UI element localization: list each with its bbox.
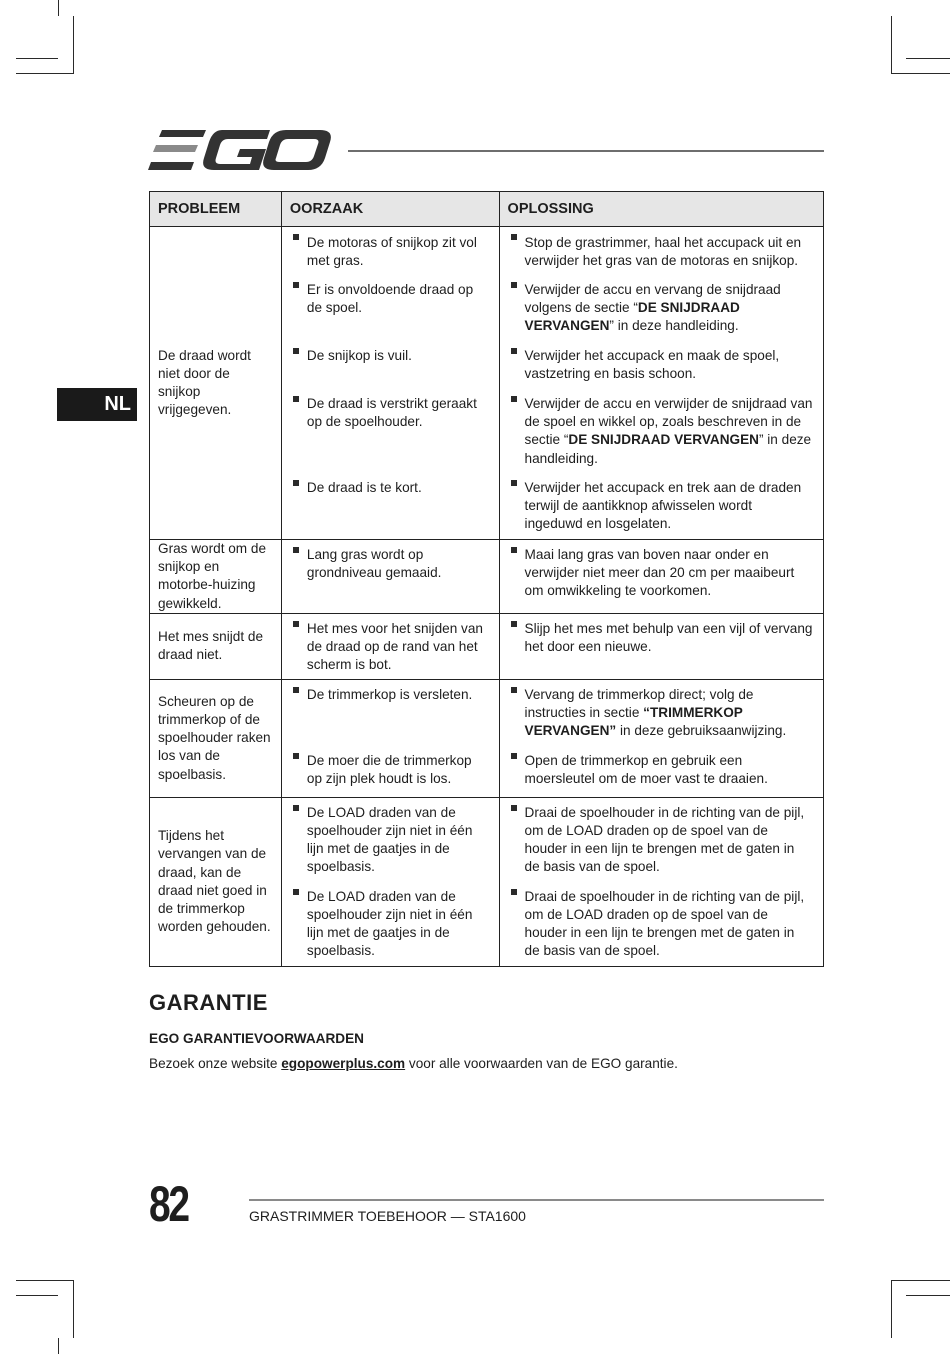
crop-mark	[73, 1280, 74, 1338]
problem-cell: Het mes snijdt de draad niet.	[150, 613, 282, 679]
solution-cell	[499, 540, 823, 614]
crop-mark	[73, 16, 74, 74]
footer-title: GRASTRIMMER TOEBEHOOR — STA1600	[249, 1208, 526, 1224]
cause-item: De LOAD draden van de spoelhouder zijn niet in één lijn met de gaatjes in de spoelbasis.	[282, 798, 499, 882]
cause-item: Er is onvoldoende draad op de spoel.	[282, 275, 499, 341]
crop-mark	[16, 73, 74, 74]
solution-item: Draai de spoelhouder in de richting van de pijl, om de LOAD draden op de spoel van de houder in een lijn te brengen met de gaten in de basis van de spoel.	[500, 798, 823, 882]
section-reference: “TRIMMERKOP VERVANGEN”	[524, 705, 743, 739]
section-reference: DE SNIJDRAAD VERVANGEN	[524, 300, 740, 334]
problem-cell: Scheuren op de trimmerkop of de spoelhouder raken los van de spoelbasis.	[150, 679, 282, 797]
table-row	[150, 679, 824, 797]
solution-text: Vervang de trimmerkop direct; volg de instructies in sectie	[524, 686, 754, 721]
cause-cell	[281, 797, 499, 966]
solution-cell	[499, 227, 823, 540]
crop-mark	[16, 1295, 58, 1296]
cause-item: Lang gras wordt op grondniveau gemaaid.	[282, 540, 499, 582]
table-row	[150, 797, 824, 966]
footer-rule	[249, 1199, 824, 1201]
solution-item	[500, 275, 823, 341]
problem-cell: Gras wordt om de snijkop en motorbe-huizing gewikkeld.	[150, 540, 282, 614]
cause-cell	[281, 227, 499, 540]
solution-item: Open de trimmerkop en gebruik een moersleutel om de moer vast te draaien.	[500, 746, 823, 788]
solution-item: Verwijder het accupack en maak de spoel, vastzetring en basis schoon.	[500, 341, 823, 389]
cause-cell	[281, 540, 499, 614]
troubleshooting-table	[149, 191, 824, 967]
crop-mark	[891, 73, 950, 74]
crop-mark	[16, 1280, 74, 1281]
cause-item: Het mes voor het snijden van de draad op de rand van het scherm is bot.	[282, 614, 499, 675]
solution-text: Verwijder de accu en verwijder de snijdraad van de spoel en wikkel op, zoals beschreven in de sectie “	[524, 396, 813, 448]
crop-mark	[891, 1280, 892, 1338]
crop-mark	[906, 58, 950, 59]
crop-mark	[891, 16, 892, 74]
cause-item: De moer die de trimmerkop op zijn plek houdt is los.	[282, 746, 499, 788]
header-rule	[348, 150, 824, 152]
crop-mark	[906, 1295, 950, 1296]
cause-cell	[281, 613, 499, 679]
cause-item: De snijkop is vuil.	[282, 341, 499, 389]
page-number: 82	[149, 1176, 188, 1232]
cause-item: De draad is verstrikt geraakt op de spoelhouder.	[282, 389, 499, 473]
cause-item: De LOAD draden van de spoelhouder zijn niet in één lijn met de gaatjes in de spoelbasis.	[282, 882, 499, 961]
problem-cell: Tijdens het vervangen van de draad, kan de draad niet goed in de trimmerkop worden gehouden.	[150, 797, 282, 966]
website-link[interactable]: egopowerplus.com	[281, 1056, 406, 1071]
section-reference: DE SNIJDRAAD VERVANGEN	[568, 432, 759, 448]
crop-mark	[891, 1280, 950, 1281]
warranty-text-before: Bezoek onze website	[149, 1056, 282, 1071]
solution-item: Slijp het mes met behulp van een vijl of vervang het door een nieuwe.	[500, 614, 823, 656]
crop-mark	[16, 58, 58, 59]
solution-text: ” in deze handleiding.	[524, 432, 812, 466]
solution-item: Verwijder het accupack en trek aan de draden terwijl de aantikknop afwisselen wordt ingeduwd en losgelaten.	[500, 473, 823, 534]
solution-item	[500, 680, 823, 746]
table-header-row	[150, 192, 824, 227]
warranty-heading: GARANTIE	[149, 990, 268, 1015]
ego-logo	[148, 128, 332, 174]
header-cause: OORZAAK	[281, 192, 499, 227]
crop-mark	[58, 0, 59, 16]
cause-cell	[281, 679, 499, 797]
solution-text: ” in deze handleiding.	[609, 318, 739, 334]
solution-text: Verwijder de accu en vervang de snijdraad volgens de sectie “	[524, 282, 781, 316]
solution-cell	[499, 797, 823, 966]
solution-text: in deze gebruiksaanwijzing.	[616, 723, 787, 739]
solution-cell	[499, 679, 823, 797]
table-row	[150, 613, 824, 679]
warranty-text	[149, 1056, 678, 1071]
cause-item: De trimmerkop is versleten.	[282, 680, 499, 746]
solution-item: Stop de grastrimmer, haal het accupack uit en verwijder het gras van de motoras en snijkop.	[500, 227, 823, 275]
solution-item: Draai de spoelhouder in de richting van de pijl, om de LOAD draden op de spoel van de houder in een lijn te brengen met de gaten in de basis van de spoel.	[500, 882, 823, 961]
problem-cell: De draad wordt niet door de snijkop vrijgegeven.	[150, 227, 282, 540]
crop-mark	[58, 1338, 59, 1354]
warranty-text-after: voor alle voorwaarden van de EGO garantie.	[405, 1056, 678, 1071]
solution-cell	[499, 613, 823, 679]
solution-item: Maai lang gras van boven naar onder en verwijder niet meer dan 20 cm per maaibeurt om omwikkeling te voorkomen.	[500, 540, 823, 601]
language-tab: NL	[57, 388, 137, 421]
header-problem: PROBLEEM	[150, 192, 282, 227]
warranty-subheading: EGO GARANTIEVOORWAARDEN	[149, 1031, 364, 1046]
cause-item: De draad is te kort.	[282, 473, 499, 497]
header-solution: OPLOSSING	[499, 192, 823, 227]
table-row	[150, 540, 824, 614]
cause-item: De motoras of snijkop zit vol met gras.	[282, 227, 499, 275]
solution-item	[500, 389, 823, 473]
table-row	[150, 227, 824, 540]
